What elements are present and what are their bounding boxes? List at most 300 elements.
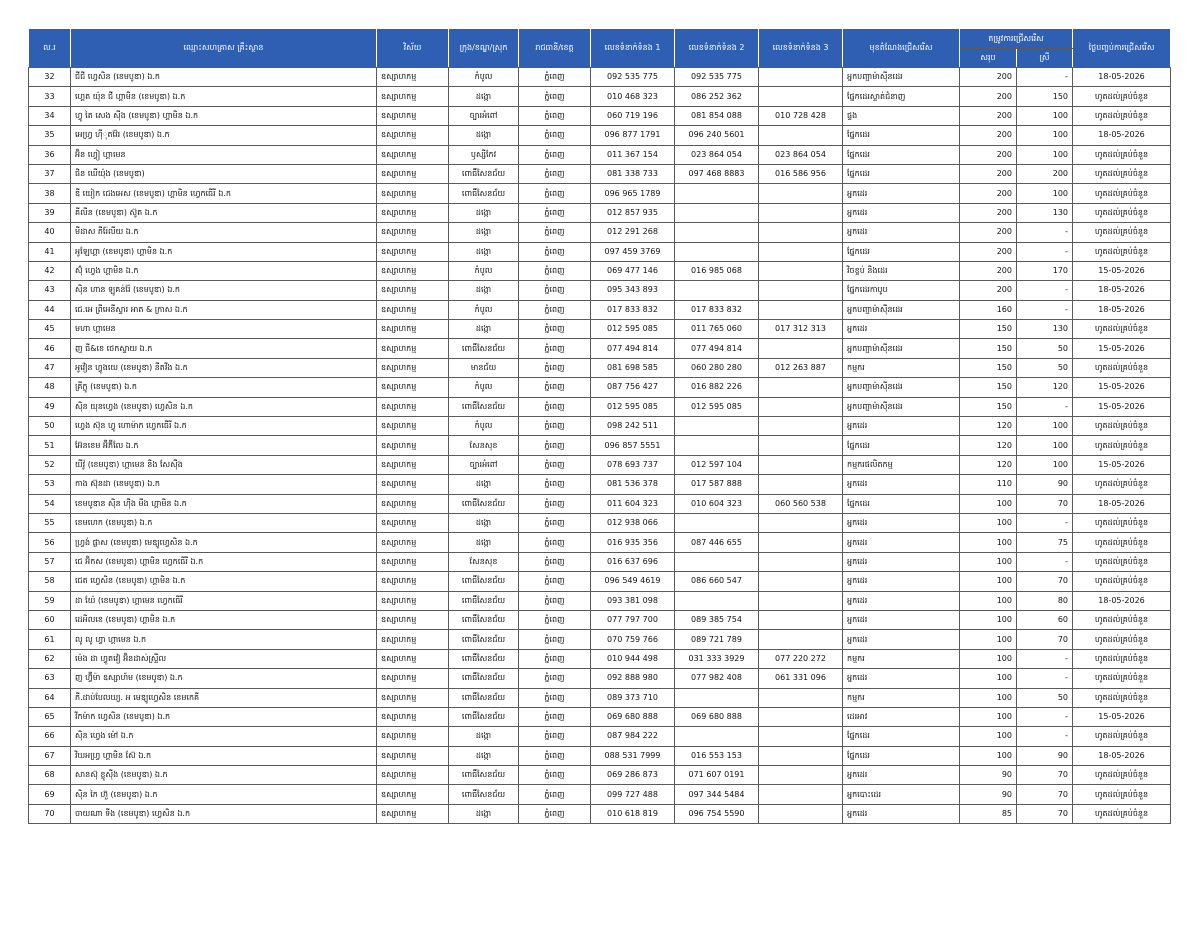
- cell-province: ភ្នំពេញ: [519, 630, 591, 649]
- cell-sector: ឧស្សាហកម្ម: [377, 649, 449, 668]
- cell-district: ពោធិ៍សែនជ័យ: [449, 766, 519, 785]
- cell-district: ឫស្សីកែវ: [449, 145, 519, 164]
- cell-district: ដង្កោ: [449, 320, 519, 339]
- cell-position: វិចខ្ចប់ និងដេរ: [843, 261, 960, 280]
- cell-total: 100: [960, 746, 1017, 765]
- cell-female: 70: [1017, 494, 1073, 513]
- cell-province: ភ្នំពេញ: [519, 591, 591, 610]
- cell-phone2: 077 982 408: [675, 669, 759, 688]
- cell-province: ភ្នំពេញ: [519, 513, 591, 532]
- cell-province: ភ្នំពេញ: [519, 87, 591, 106]
- cell-phone3: [759, 513, 843, 532]
- cell-deadline: ហូតដល់គ្រប់ចំនួន: [1073, 688, 1171, 707]
- cell-deadline: 15-05-2026: [1073, 455, 1171, 474]
- cell-company: ជេត ហ្វេសិន (ខេមបូឌា) ហ្គាមិន ឯ.ក: [71, 572, 377, 591]
- cell-company: ញ ធី&ខេ ថេកស្ទាយ ឯ.ក: [71, 339, 377, 358]
- cell-total: 100: [960, 707, 1017, 726]
- cell-sector: ឧស្សាហកម្ម: [377, 87, 449, 106]
- cell-phone1: 081 536 378: [591, 475, 675, 494]
- cell-phone3: [759, 630, 843, 649]
- cell-female: 170: [1017, 261, 1073, 280]
- cell-position: អ្នកដេរ: [843, 669, 960, 688]
- cell-total: 120: [960, 417, 1017, 436]
- cell-company: ដេអិលខេ (ខេមបូឌា) ហ្គាមិន ឯ.ក: [71, 610, 377, 629]
- cell-sector: ឧស្សាហកម្ម: [377, 630, 449, 649]
- cell-district: ពោធិ៍សែនជ័យ: [449, 669, 519, 688]
- cell-female: -: [1017, 300, 1073, 319]
- header-position: មុខតំណែងជ្រើសរើស: [843, 29, 960, 68]
- cell-phone3: [759, 242, 843, 261]
- cell-company: វិឃអហ្វ្រ ហ្គាមិន ស៊ែ ឯ.ក: [71, 746, 377, 765]
- cell-phone2: [675, 688, 759, 707]
- cell-position: អ្នកដេរ: [843, 184, 960, 203]
- cell-position: ផ្នែកដេរ: [843, 145, 960, 164]
- cell-no: 52: [29, 455, 71, 474]
- cell-phone3: [759, 223, 843, 242]
- cell-phone3: [759, 610, 843, 629]
- cell-company: ស៊ិន ហាន ឡូគន់រ៉ែ (ខេមបូឌា) ឯ.ក: [71, 281, 377, 300]
- cell-district: ពោធិ៍សែនជ័យ: [449, 688, 519, 707]
- cell-sector: ឧស្សាហកម្ម: [377, 746, 449, 765]
- cell-company: ហ្វេង ស៊ុន ហ្វូ ហោម៉ាក ហ្វេកធើរី ឯ.ក: [71, 417, 377, 436]
- cell-phone3: [759, 591, 843, 610]
- cell-total: 150: [960, 358, 1017, 377]
- cell-phone1: 087 756 427: [591, 378, 675, 397]
- table-row: [29, 300, 1171, 319]
- cell-province: ភ្នំពេញ: [519, 804, 591, 823]
- cell-province: ភ្នំពេញ: [519, 475, 591, 494]
- cell-sector: ឧស្សាហកម្ម: [377, 242, 449, 261]
- cell-female: 150: [1017, 87, 1073, 106]
- cell-district: កំបូល: [449, 68, 519, 87]
- table-row: [29, 610, 1171, 629]
- cell-phone1: 010 468 323: [591, 87, 675, 106]
- cell-deadline: ហូតដល់គ្រប់ចំនួន: [1073, 145, 1171, 164]
- cell-phone1: 099 727 488: [591, 785, 675, 804]
- cell-female: -: [1017, 649, 1073, 668]
- cell-deadline: 15-05-2026: [1073, 707, 1171, 726]
- cell-phone1: 096 965 1789: [591, 184, 675, 203]
- cell-company: ហ្វ្រង់ ផ្លាស (ខេមបូឌា) មេឌ្យូហ្វេសិន ឯ.ក: [71, 533, 377, 552]
- cell-district: ច្បារអំពៅ: [449, 106, 519, 125]
- cell-phone1: 081 698 585: [591, 358, 675, 377]
- cell-total: 90: [960, 766, 1017, 785]
- cell-deadline: ហូតដល់គ្រប់ចំនួន: [1073, 417, 1171, 436]
- cell-district: ដង្កោ: [449, 223, 519, 242]
- cell-province: ភ្នំពេញ: [519, 688, 591, 707]
- table-row: [29, 223, 1171, 242]
- cell-phone3: [759, 126, 843, 145]
- cell-no: 44: [29, 300, 71, 319]
- cell-deadline: ហូតដល់គ្រប់ចំនួន: [1073, 533, 1171, 552]
- cell-district: កំបូល: [449, 300, 519, 319]
- cell-no: 54: [29, 494, 71, 513]
- cell-female: 100: [1017, 106, 1073, 125]
- cell-sector: ឧស្សាហកម្ម: [377, 552, 449, 571]
- cell-company: គ្រីក្លូ (ខេមបូឌា) ឯ.ក: [71, 378, 377, 397]
- cell-sector: ឧស្សាហកម្ម: [377, 106, 449, 125]
- cell-sector: ឧស្សាហកម្ម: [377, 300, 449, 319]
- table-row: [29, 766, 1171, 785]
- cell-total: 100: [960, 552, 1017, 571]
- table-row: [29, 630, 1171, 649]
- cell-phone2: 087 446 655: [675, 533, 759, 552]
- cell-phone3: 060 560 538: [759, 494, 843, 513]
- header-recruit-group: តម្រូវការជ្រើសរើស: [960, 29, 1073, 49]
- cell-district: កំបូល: [449, 378, 519, 397]
- table-row: [29, 145, 1171, 164]
- cell-phone1: 070 759 766: [591, 630, 675, 649]
- cell-phone1: 011 367 154: [591, 145, 675, 164]
- cell-total: 200: [960, 242, 1017, 261]
- cell-position: អ្នកដេរ: [843, 610, 960, 629]
- cell-district: ដង្កោ: [449, 475, 519, 494]
- cell-phone3: 010 728 428: [759, 106, 843, 125]
- cell-province: ភ្នំពេញ: [519, 203, 591, 222]
- table-row: [29, 417, 1171, 436]
- cell-female: 90: [1017, 746, 1073, 765]
- cell-phone3: 017 312 313: [759, 320, 843, 339]
- cell-deadline: ហូតដល់គ្រប់ចំនួន: [1073, 223, 1171, 242]
- cell-total: 200: [960, 223, 1017, 242]
- cell-deadline: ហូតដល់គ្រប់ចំនួន: [1073, 475, 1171, 494]
- table-row: [29, 746, 1171, 765]
- header-deadline: ថ្ងៃបញ្ចប់ការជ្រើសរើស: [1073, 29, 1171, 68]
- cell-sector: ឧស្សាហកម្ម: [377, 164, 449, 183]
- cell-phone2: [675, 436, 759, 455]
- cell-no: 42: [29, 261, 71, 280]
- cell-no: 50: [29, 417, 71, 436]
- cell-company: អ៊ែនខេម អ៊ីភ៊ីលែ ឯ.ក: [71, 436, 377, 455]
- cell-female: 60: [1017, 610, 1073, 629]
- cell-company: សានស៊ុ ខ្លូស៊ីង (ខេមបូឌា) ឯ.ក: [71, 766, 377, 785]
- cell-phone2: 016 985 068: [675, 261, 759, 280]
- cell-deadline: ហូតដល់គ្រប់ចំនួន: [1073, 785, 1171, 804]
- cell-phone1: 081 338 733: [591, 164, 675, 183]
- cell-district: មានជ័យ: [449, 358, 519, 377]
- cell-position: ផ្នែកដេរ: [843, 494, 960, 513]
- cell-no: 38: [29, 184, 71, 203]
- cell-company: ជេ អ៊ិកស (ខេមបូឌា) ហ្គាមិន ហ្វេកធើរី ឯ.ក: [71, 552, 377, 571]
- cell-sector: ឧស្សាហកម្ម: [377, 184, 449, 203]
- cell-position: កម្មករ: [843, 358, 960, 377]
- cell-province: ភ្នំពេញ: [519, 572, 591, 591]
- cell-district: ពោធិ៍សែនជ័យ: [449, 397, 519, 416]
- cell-phone3: 016 586 956: [759, 164, 843, 183]
- cell-phone3: [759, 378, 843, 397]
- cell-position: ដេរអាវ: [843, 707, 960, 726]
- table-row: [29, 475, 1171, 494]
- cell-province: ភ្នំពេញ: [519, 417, 591, 436]
- cell-phone3: [759, 533, 843, 552]
- cell-deadline: ហូតដល់គ្រប់ចំនួន: [1073, 804, 1171, 823]
- cell-phone3: [759, 184, 843, 203]
- table-row: [29, 164, 1171, 183]
- cell-total: 120: [960, 436, 1017, 455]
- cell-phone2: [675, 203, 759, 222]
- table-row: [29, 339, 1171, 358]
- cell-phone3: [759, 746, 843, 765]
- cell-phone3: [759, 804, 843, 823]
- cell-district: ដង្កោ: [449, 87, 519, 106]
- cell-position: ផ្នែកដេរកាបូប: [843, 281, 960, 300]
- cell-phone2: [675, 184, 759, 203]
- cell-position: ផ្នែកដេរ: [843, 126, 960, 145]
- cell-district: ពោធិ៍សែនជ័យ: [449, 339, 519, 358]
- cell-province: ភ្នំពេញ: [519, 145, 591, 164]
- cell-deadline: ហូតដល់គ្រប់ចំនួន: [1073, 184, 1171, 203]
- cell-deadline: ហូតដល់គ្រប់ចំនួន: [1073, 106, 1171, 125]
- cell-district: ពោធិ៍សែនជ័យ: [449, 494, 519, 513]
- cell-district: ពោធិ៍សែនជ័យ: [449, 184, 519, 203]
- cell-phone3: [759, 688, 843, 707]
- cell-province: ភ្នំពេញ: [519, 378, 591, 397]
- cell-deadline: 15-05-2026: [1073, 378, 1171, 397]
- cell-district: ដង្កោ: [449, 242, 519, 261]
- cell-phone3: [759, 436, 843, 455]
- cell-female: -: [1017, 552, 1073, 571]
- cell-province: ភ្នំពេញ: [519, 126, 591, 145]
- cell-phone2: 077 494 814: [675, 339, 759, 358]
- cell-company: ស៊ិន ហ្វេង ម៉ៅ ឯ.ក: [71, 727, 377, 746]
- cell-phone1: 092 535 775: [591, 68, 675, 87]
- cell-phone2: 086 660 547: [675, 572, 759, 591]
- cell-company: គីលីន (ខេមបូឌា) ស៊ូត ឯ.ក: [71, 203, 377, 222]
- cell-total: 150: [960, 378, 1017, 397]
- cell-district: សែនសុខ: [449, 436, 519, 455]
- cell-sector: ឧស្សាហកម្ម: [377, 223, 449, 242]
- cell-total: 100: [960, 533, 1017, 552]
- cell-district: ពោធិ៍សែនជ័យ: [449, 707, 519, 726]
- cell-female: -: [1017, 68, 1073, 87]
- cell-female: 130: [1017, 320, 1073, 339]
- cell-sector: ឧស្សាហកម្ម: [377, 339, 449, 358]
- table-row: [29, 397, 1171, 416]
- cell-female: 50: [1017, 339, 1073, 358]
- cell-total: 200: [960, 145, 1017, 164]
- table-row: [29, 707, 1171, 726]
- cell-total: 100: [960, 688, 1017, 707]
- cell-sector: ឧស្សាហកម្ម: [377, 455, 449, 474]
- cell-sector: ឧស្សាហកម្ម: [377, 688, 449, 707]
- cell-province: ភ្នំពេញ: [519, 610, 591, 629]
- cell-total: 150: [960, 339, 1017, 358]
- cell-deadline: ហូតដល់គ្រប់ចំនួន: [1073, 649, 1171, 668]
- cell-province: ភ្នំពេញ: [519, 320, 591, 339]
- cell-company: កាង ស៊ុនដា (ខេមបូឌា) ឯ.ក: [71, 475, 377, 494]
- table-row: [29, 455, 1171, 474]
- cell-female: 70: [1017, 785, 1073, 804]
- table-row: [29, 688, 1171, 707]
- cell-district: ពោធិ៍សែនជ័យ: [449, 572, 519, 591]
- table-row: [29, 727, 1171, 746]
- cell-female: 100: [1017, 436, 1073, 455]
- cell-position: អ្នកដេរ: [843, 475, 960, 494]
- table-row: [29, 281, 1171, 300]
- cell-phone1: 010 618 819: [591, 804, 675, 823]
- cell-total: 100: [960, 610, 1017, 629]
- cell-female: 70: [1017, 572, 1073, 591]
- cell-phone1: 069 680 888: [591, 707, 675, 726]
- cell-position: អ្នកដេរ: [843, 630, 960, 649]
- table-row: [29, 106, 1171, 125]
- cell-phone3: [759, 281, 843, 300]
- cell-district: ពោធិ៍សែនជ័យ: [449, 649, 519, 668]
- table-row: [29, 358, 1171, 377]
- cell-deadline: 18-05-2026: [1073, 68, 1171, 87]
- cell-no: 47: [29, 358, 71, 377]
- cell-no: 32: [29, 68, 71, 87]
- cell-sector: ឧស្សាហកម្ម: [377, 261, 449, 280]
- cell-province: ភ្នំពេញ: [519, 106, 591, 125]
- cell-company: ភី.ដាប់បែលឃ្យ. អ មេឌ្យូហ្វេសិន ខេមកេគី: [71, 688, 377, 707]
- cell-no: 64: [29, 688, 71, 707]
- cell-no: 63: [29, 669, 71, 688]
- cell-female: 70: [1017, 766, 1073, 785]
- cell-sector: ឧស្សាហកម្ម: [377, 145, 449, 164]
- cell-phone2: 086 252 362: [675, 87, 759, 106]
- cell-phone1: 092 888 980: [591, 669, 675, 688]
- cell-no: 57: [29, 552, 71, 571]
- cell-deadline: ហូតដល់គ្រប់ចំនួន: [1073, 727, 1171, 746]
- cell-total: 100: [960, 727, 1017, 746]
- cell-phone1: 016 935 356: [591, 533, 675, 552]
- cell-deadline: ហូតដល់គ្រប់ចំនួន: [1073, 203, 1171, 222]
- cell-sector: ឧស្សាហកម្ម: [377, 766, 449, 785]
- cell-phone1: 011 604 323: [591, 494, 675, 513]
- cell-province: ភ្នំពេញ: [519, 223, 591, 242]
- cell-no: 53: [29, 475, 71, 494]
- cell-female: 100: [1017, 455, 1073, 474]
- cell-sector: ឧស្សាហកម្ម: [377, 417, 449, 436]
- table-row: [29, 261, 1171, 280]
- cell-phone1: 012 595 085: [591, 320, 675, 339]
- cell-phone3: [759, 766, 843, 785]
- cell-no: 43: [29, 281, 71, 300]
- cell-phone2: 096 240 5601: [675, 126, 759, 145]
- cell-deadline: ហូតដល់គ្រប់ចំនួន: [1073, 552, 1171, 571]
- cell-position: អ្នកដេរ: [843, 513, 960, 532]
- cell-total: 100: [960, 630, 1017, 649]
- cell-phone1: 060 719 196: [591, 106, 675, 125]
- cell-total: 100: [960, 591, 1017, 610]
- cell-total: 100: [960, 572, 1017, 591]
- cell-province: ភ្នំពេញ: [519, 649, 591, 668]
- cell-province: ភ្នំពេញ: [519, 785, 591, 804]
- cell-no: 70: [29, 804, 71, 823]
- cell-phone1: 078 693 737: [591, 455, 675, 474]
- cell-sector: ឧស្សាហកម្ម: [377, 591, 449, 610]
- table-row: [29, 203, 1171, 222]
- cell-phone1: 077 494 814: [591, 339, 675, 358]
- cell-company: អូឡែហ្គា (ខេមបូឌា) ហ្គាមិន ឯ.ក: [71, 242, 377, 261]
- table-row: [29, 552, 1171, 571]
- cell-sector: ឧស្សាហកម្ម: [377, 727, 449, 746]
- cell-sector: ឧស្សាហកម្ម: [377, 378, 449, 397]
- table-row: [29, 242, 1171, 261]
- cell-total: 110: [960, 475, 1017, 494]
- cell-no: 40: [29, 223, 71, 242]
- cell-sector: ឧស្សាហកម្ម: [377, 203, 449, 222]
- cell-phone2: [675, 223, 759, 242]
- header-company: ឈ្មោះសហគ្រាស គ្រឹះស្ថាន: [71, 29, 377, 68]
- cell-deadline: ហូតដល់គ្រប់ចំនួន: [1073, 358, 1171, 377]
- table-row: [29, 533, 1171, 552]
- cell-deadline: 18-05-2026: [1073, 300, 1171, 319]
- cell-province: ភ្នំពេញ: [519, 746, 591, 765]
- table-row: [29, 378, 1171, 397]
- header-province: រាជធានី/ខេត្ត: [519, 29, 591, 68]
- cell-company: ស៊ិន កៃ ហ៊ួ (ខេមបូឌា) ឯ.ក: [71, 785, 377, 804]
- cell-no: 45: [29, 320, 71, 339]
- cell-total: 150: [960, 397, 1017, 416]
- cell-province: ភ្នំពេញ: [519, 533, 591, 552]
- cell-position: អ្នកដេរ: [843, 804, 960, 823]
- cell-phone2: [675, 591, 759, 610]
- cell-no: 49: [29, 397, 71, 416]
- cell-deadline: ហូតដល់គ្រប់ចំនួន: [1073, 610, 1171, 629]
- cell-company: លូ លូ ហ្វា ហ្គាមេន ឯ.ក: [71, 630, 377, 649]
- cell-no: 51: [29, 436, 71, 455]
- cell-no: 67: [29, 746, 71, 765]
- cell-company: ញ ហ្វ៊ីម៉ា ឧស្សាហ៍ម (ខេមបូឌា) ឯ.ក: [71, 669, 377, 688]
- table-row: [29, 785, 1171, 804]
- cell-sector: ឧស្សាហកម្ម: [377, 513, 449, 532]
- cell-deadline: ហូតដល់គ្រប់ចំនួន: [1073, 242, 1171, 261]
- cell-province: ភ្នំពេញ: [519, 164, 591, 183]
- cell-phone2: [675, 281, 759, 300]
- cell-deadline: ហូតដល់គ្រប់ចំនួន: [1073, 320, 1171, 339]
- cell-female: 75: [1017, 533, 1073, 552]
- cell-no: 66: [29, 727, 71, 746]
- cell-company: ម៉េង ដា ហ្វូតវៀ អ៊ិនដាស់ស្ទ្រីល: [71, 649, 377, 668]
- cell-sector: ឧស្សាហកម្ម: [377, 533, 449, 552]
- cell-district: ពោធិ៍សែនជ័យ: [449, 591, 519, 610]
- cell-phone1: 016 637 696: [591, 552, 675, 571]
- cell-total: 200: [960, 261, 1017, 280]
- cell-position: អ្នកដេរ: [843, 766, 960, 785]
- cell-female: 100: [1017, 126, 1073, 145]
- cell-no: 33: [29, 87, 71, 106]
- cell-deadline: ហូតដល់គ្រប់ចំនួន: [1073, 436, 1171, 455]
- cell-position: កម្មករ: [843, 649, 960, 668]
- cell-no: 37: [29, 164, 71, 183]
- cell-phone3: [759, 727, 843, 746]
- cell-no: 68: [29, 766, 71, 785]
- cell-total: 100: [960, 649, 1017, 668]
- cell-company: ស៊ុំ ហ្វេង ហ្គាមិន ឯ.ក: [71, 261, 377, 280]
- cell-deadline: 18-05-2026: [1073, 126, 1171, 145]
- cell-position: អ្នកបោះដេរ: [843, 785, 960, 804]
- cell-female: 50: [1017, 358, 1073, 377]
- cell-phone3: 012 263 887: [759, 358, 843, 377]
- cell-female: 70: [1017, 630, 1073, 649]
- cell-position: អ្នកបញ្ជាម៉ាស៊ីនដេរ: [843, 300, 960, 319]
- cell-sector: ឧស្សាហកម្ម: [377, 68, 449, 87]
- cell-phone1: 088 531 7999: [591, 746, 675, 765]
- cell-phone2: 017 587 888: [675, 475, 759, 494]
- table-row: [29, 126, 1171, 145]
- cell-phone1: 097 459 3769: [591, 242, 675, 261]
- cell-phone3: [759, 68, 843, 87]
- cell-female: 100: [1017, 417, 1073, 436]
- cell-sector: ឧស្សាហកម្ម: [377, 494, 449, 513]
- cell-phone1: 093 381 098: [591, 591, 675, 610]
- cell-sector: ឧស្សាហកម្ម: [377, 785, 449, 804]
- cell-phone3: 023 864 054: [759, 145, 843, 164]
- cell-district: ដង្កោ: [449, 281, 519, 300]
- table-row: [29, 669, 1171, 688]
